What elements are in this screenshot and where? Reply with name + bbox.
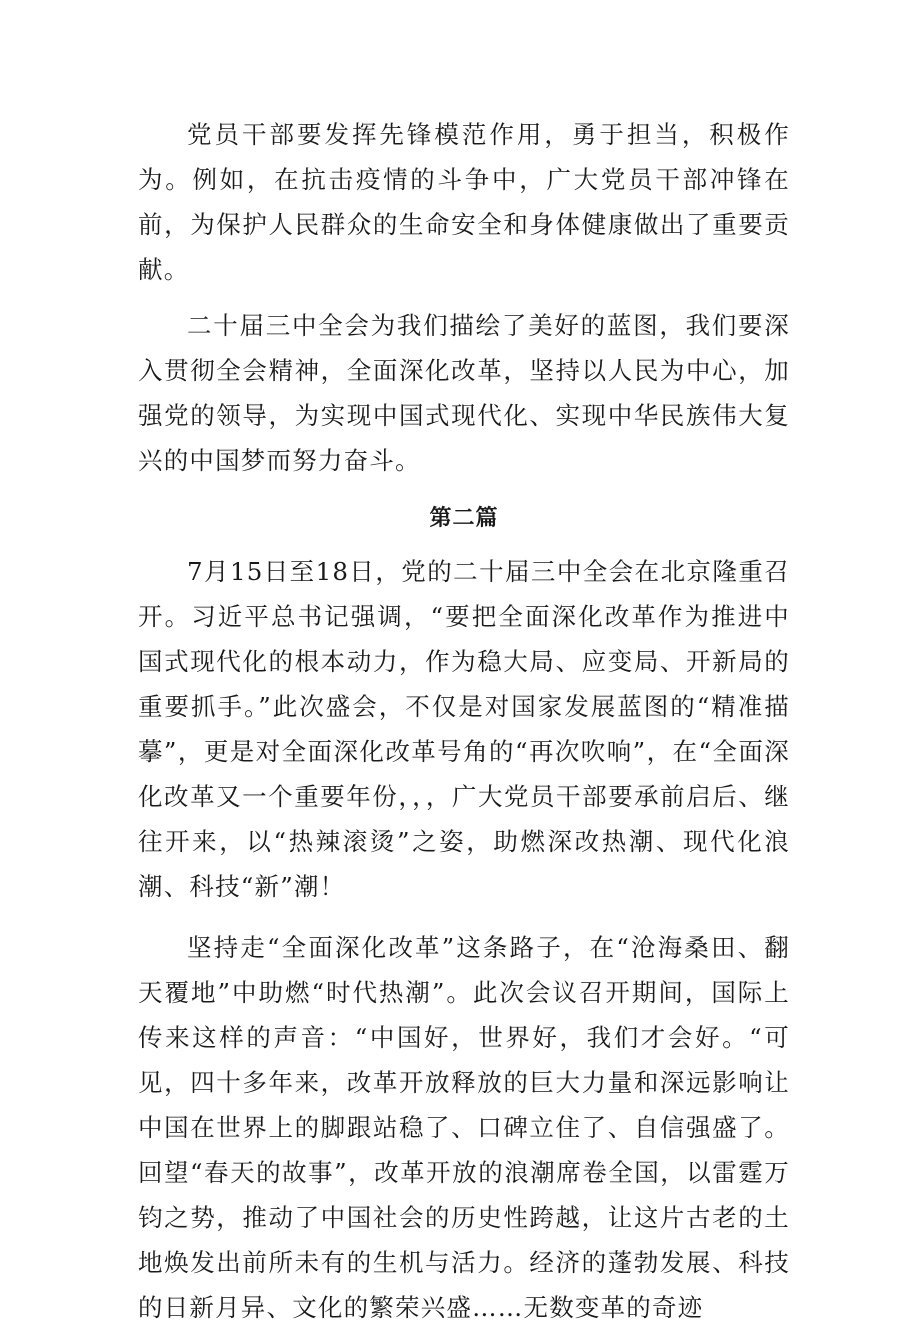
paragraph-blueprint: 二十届三中全会为我们描绘了美好的蓝图，我们要深入贯彻全会精神，全面深化改革，坚持以人民为中心，加强党的领导，为实现中国式现代化、实现中华民族伟大复兴的中国梦而努力奋斗。 bbox=[138, 311, 790, 475]
section-heading: 第二篇 bbox=[429, 506, 499, 531]
document-page bbox=[138, 112, 790, 1330]
paragraph-pioneer-role: 党员干部要发挥先锋模范作用，勇于担当，积极作为。例如，在抗击疫情的斗争中，广大党员干部冲锋在前，为保护人民群众的生命安全和身体健康做出了重要贡献。 bbox=[138, 120, 790, 284]
paragraph-reform-path: 坚持走“全面深化改革”这条路子，在“沧海桑田、翻天覆地”中助燃“时代热潮”。此次会议召开期间，国际上传来这样的声音：“中国好，世界好，我们才会好。“可见，四十多年来，改革开放释放的巨大力量和深远影响让中国在世界上的脚跟站稳了、口碑立住了、自信强盛了。回望“春天的故事”，改革开放的浪潮席卷全国，以雷霆万钧之势，推动了中国社会的历史性跨越，让这片古老的土地焕发出前所未有的生机与活力。经济的蓬勃发展、科技的日新月异、文化的繁荣兴盛……无数变革的奇迹 bbox=[138, 933, 790, 1322]
paragraph-plenary-session: 7月15日至18日，党的二十届三中全会在北京隆重召开。习近平总书记强调，“要把全面深化改革作为推进中国式现代化的根本动力，作为稳大局、应变局、开新局的重要抓手。”此次盛会，不仅是对国家发展蓝图的“精准描摹”，更是对全面深化改革号角的“再次吹响”，在“全面深化改革又一个重要年份，，，广大党员干部要承前启后、继往开来，以“热辣滚烫”之姿，助燃深改热潮、现代化浪潮、科技“新”潮！ bbox=[138, 557, 790, 901]
